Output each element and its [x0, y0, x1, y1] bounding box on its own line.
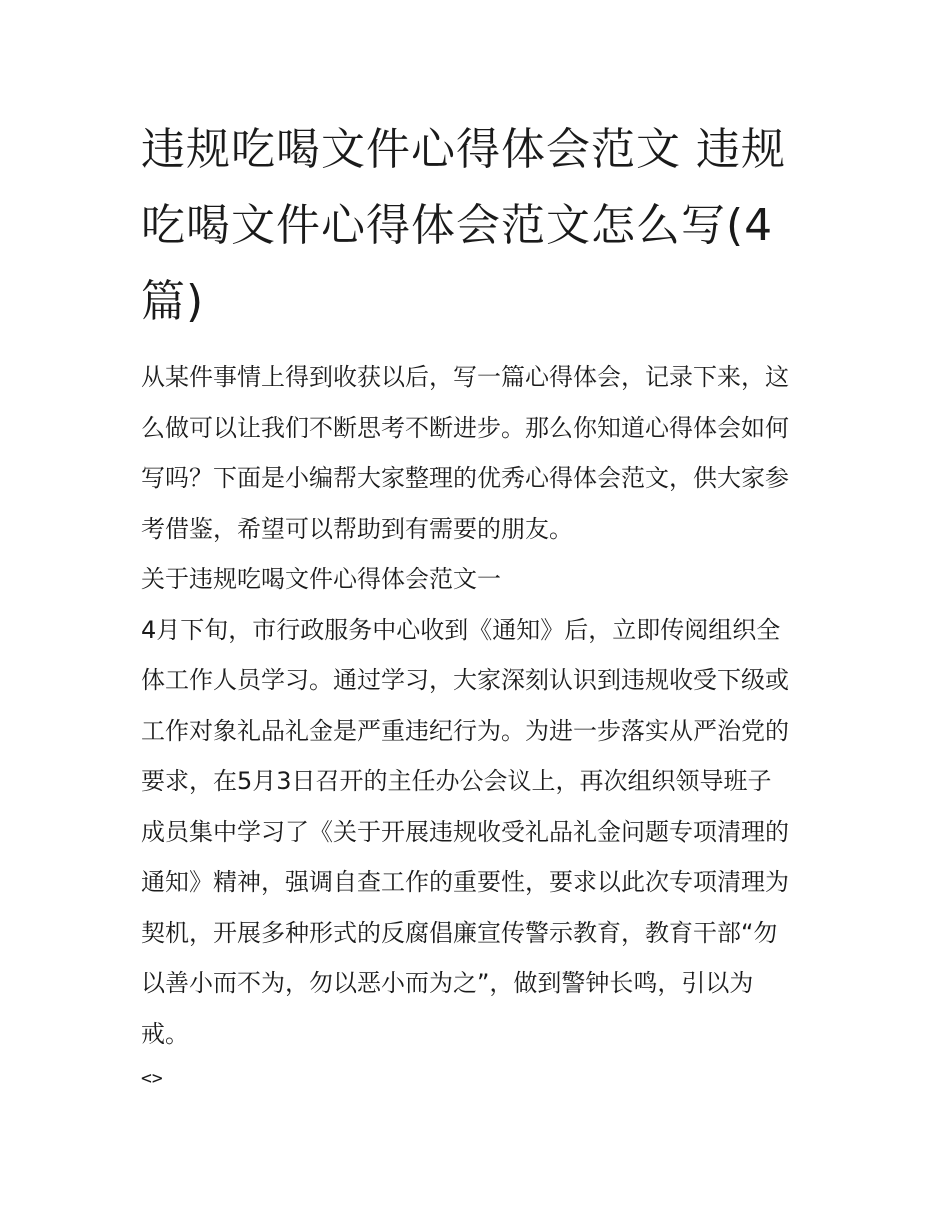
body-line: 体工作人员学习。通过学习，大家深刻认识到违规收受下级或 — [141, 666, 789, 694]
body-paragraph — [141, 605, 811, 1060]
section-heading: 关于违规吃喝文件心得体会范文一 — [141, 565, 501, 593]
intro-paragraph — [141, 352, 811, 554]
body-line: 工作对象礼品礼金是严重违纪行为。为进一步落实从严治党的 — [141, 716, 789, 745]
body-line: 契机，开展多种形式的反腐倡廉宣传警示教育，教育干部“勿 — [141, 918, 778, 947]
intro-line: 从某件事情上得到收获以后，写一篇心得体会，记录下来，这 — [141, 363, 789, 391]
body-line: 戒。 — [141, 1019, 189, 1048]
body-line: 4月下旬，市行政服务中心收到《通知》后，立即传阅组织全 — [141, 615, 781, 644]
trailing-mark: <> — [141, 1068, 163, 1089]
body-line: 以善小而不为，勿以恶小而为之”，做到警钟长鸣，引以为 — [141, 969, 754, 997]
intro-line: 考借鉴，希望可以帮助到有需要的朋友。 — [141, 514, 573, 543]
body-line: 要求，在5月3日召开的主任办公会议上，再次组织领导班子 — [141, 767, 772, 795]
intro-line: 写吗？下面是小编帮大家整理的优秀心得体会范文，供大家参 — [141, 464, 789, 492]
document-content — [141, 112, 811, 1099]
body-line: 通知》精神，强调自查工作的重要性，要求以此次专项清理为 — [141, 868, 789, 896]
intro-line: 么做可以让我们不断思考不断进步。那么你知道心得体会如何 — [141, 413, 789, 442]
body-line: 成员集中学习了《关于开展违规收受礼品礼金问题专项清理的 — [141, 817, 789, 846]
document-title: 违规吃喝文件心得体会范文 违规吃喝文件心得体会范文怎么写(4篇) — [141, 124, 786, 327]
